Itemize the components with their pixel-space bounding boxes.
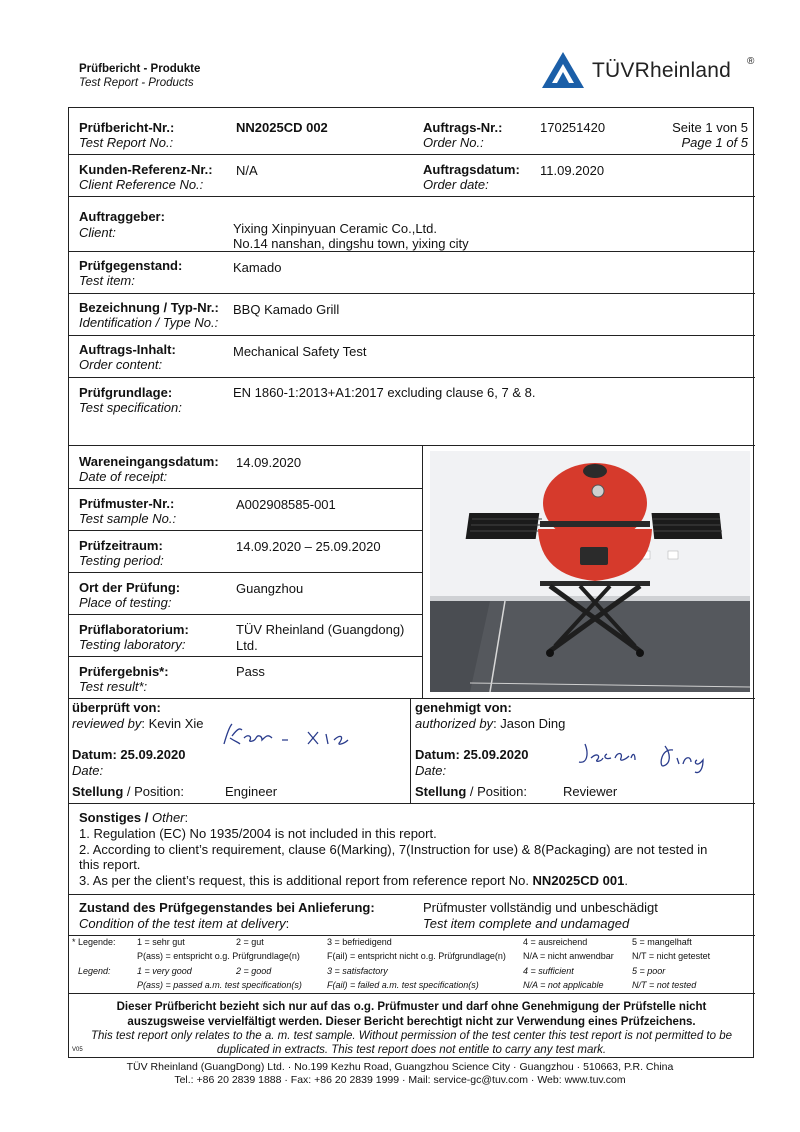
report-type-en: Test Report - Products xyxy=(79,77,194,89)
divider xyxy=(68,894,755,895)
disclaimer-en-2: duplicated in extracts. This test report does not entitle to carry any test mark. xyxy=(216,1044,607,1056)
legend-de-4: 4 = ausreichend xyxy=(523,937,588,947)
place-value: Guangzhou xyxy=(236,581,304,596)
date-label-en: Date: xyxy=(72,763,104,778)
authorizer-name: : Jason Ding xyxy=(493,716,566,731)
client-ref-label-en: Client Reference No.: xyxy=(79,177,204,192)
receipt-value: 14.09.2020 xyxy=(236,455,302,470)
kamado-grill-photo-icon xyxy=(430,451,750,692)
client-ref-label-de: Kunden-Referenz-Nr.: xyxy=(79,162,213,177)
other-line-3-text: 3. As per the client’s request, this is additional report from reference report No. xyxy=(79,873,533,888)
lab-value-1: TÜV Rheinland (Guangdong) xyxy=(236,622,405,637)
reviewed-by-label-de: überprüft von: xyxy=(72,700,161,715)
client-name: Yixing Xinpinyuan Ceramic Co.,Ltd. xyxy=(233,221,438,236)
legend-en-4: 4 = sufficient xyxy=(523,966,574,976)
divider xyxy=(68,335,755,336)
content-value: Mechanical Safety Test xyxy=(233,344,367,359)
legend-en-2: 2 = good xyxy=(236,966,272,976)
position-label-de-right: Stellung xyxy=(415,784,467,799)
result-value: Pass xyxy=(236,664,265,679)
legend-de2-2: F(ail) = entspricht nicht o.g. Prüfgrundlage(n) xyxy=(327,951,506,961)
form-version: V05 xyxy=(72,1047,83,1053)
divider xyxy=(68,530,422,531)
sample-label-en: Test sample No.: xyxy=(79,511,177,526)
lab-label-en: Testing laboratory: xyxy=(79,637,186,652)
footer-contact: Tel.: +86 20 2839 1888 · Fax: +86 20 2839 1999 · Mail: service-gc@tuv.com · Web: www.tuv.com xyxy=(174,1074,626,1086)
order-date-label-en: Order date: xyxy=(423,177,489,192)
result-label-en: Test result*: xyxy=(79,679,148,694)
position-line-right xyxy=(415,784,527,799)
divider xyxy=(68,377,755,378)
condition-label-en-line: Condition of the test item at delivery: xyxy=(79,916,290,931)
legend-label-en: Legend: xyxy=(78,966,111,976)
spec-label-de: Prüfgrundlage: xyxy=(79,385,173,400)
receipt-label-de: Wareneingangsdatum: xyxy=(79,454,219,469)
divider xyxy=(68,656,422,657)
divider xyxy=(410,698,411,803)
divider xyxy=(68,154,755,155)
spec-value: EN 1860-1:2013+A1:2017 excluding clause 6, 7 & 8. xyxy=(233,385,536,400)
divider xyxy=(68,698,755,699)
period-label-de: Prüfzeitraum: xyxy=(79,538,163,553)
tuv-logo xyxy=(540,50,760,92)
order-date-label-de: Auftragsdatum: xyxy=(423,162,520,177)
ident-label-de: Bezeichnung / Typ-Nr.: xyxy=(79,300,219,315)
divider xyxy=(68,445,755,446)
authorized-by-line xyxy=(415,716,565,731)
date-label-de: Datum: 25.09.2020 xyxy=(72,747,186,762)
legend-en2-3: N/A = not applicable xyxy=(523,980,604,990)
lab-value-2: Ltd. xyxy=(236,638,258,653)
page-number-de: Seite 1 von 5 xyxy=(672,120,748,135)
place-label-en: Place of testing: xyxy=(79,595,172,610)
authorized-by-label-en: authorized by xyxy=(415,716,494,731)
test-item-value: Kamado xyxy=(233,260,282,275)
divider xyxy=(68,803,755,804)
other-line-2: 2. According to client’s requirement, clause 6(Marking), 7(Instruction for use) & 8(Packaging) are not tested in xyxy=(79,842,708,857)
order-no-label-en: Order No.: xyxy=(423,135,484,150)
reviewer-name: : Kevin Xie xyxy=(141,716,204,731)
disclaimer-de-1: Dieser Prüfbericht bezieht sich nur auf das o.g. Prüfmuster und darf ohne Genehmigung der Prüfstelle nicht xyxy=(116,1001,707,1013)
spec-label-en: Test specification: xyxy=(79,400,182,415)
report-no-label-en: Test Report No.: xyxy=(79,135,174,150)
other-line-3-end: . xyxy=(624,873,628,888)
legend-de-2: 2 = gut xyxy=(236,937,264,947)
reviewer-signature-icon xyxy=(222,722,352,752)
legend-en-1: 1 = very good xyxy=(137,966,192,976)
client-label-en: Client: xyxy=(79,225,116,240)
other-title-de: Sonstiges / xyxy=(79,810,149,825)
disclaimer-de-2: auszugsweise vervielfältigt werden. Dieser Bericht berechtigt nicht zur Verwendung eines Prüfzeichens. xyxy=(127,1016,696,1028)
position-value-right: Reviewer xyxy=(563,784,618,799)
other-line-1: 1. Regulation (EC) No 1935/2004 is not included in this report. xyxy=(79,826,437,841)
order-no-label-de: Auftrags-Nr.: xyxy=(423,120,503,135)
divider xyxy=(68,993,755,994)
content-label-de: Auftrags-Inhalt: xyxy=(79,342,176,357)
legend-de-3: 3 = befriedigend xyxy=(327,937,392,947)
legend-en-3: 3 = satisfactory xyxy=(327,966,388,976)
date-label-en-right: Date: xyxy=(415,763,447,778)
report-no-label-de: Prüfbericht-Nr.: xyxy=(79,120,175,135)
test-item-label-en: Test item: xyxy=(79,273,135,288)
order-no-value: 170251420 xyxy=(540,120,606,135)
position-line-left xyxy=(72,784,184,799)
sample-label-de: Prüfmuster-Nr.: xyxy=(79,496,175,511)
client-address: No.14 nanshan, dingshu town, yixing city xyxy=(233,236,469,251)
legend-de-1: 1 = sehr gut xyxy=(137,937,185,947)
disclaimer-en-1: This test report only relates to the a. m. test sample. Without permission of the test center this test report is not permitted to be xyxy=(91,1030,732,1042)
divider xyxy=(68,614,422,615)
test-item-label-de: Prüfgegenstand: xyxy=(79,258,183,273)
footer-address: TÜV Rheinland (GuangDong) Ltd. · No.199 Kezhu Road, Guangzhou Science City · Guangzhou · 510663, P.R. China xyxy=(126,1061,674,1073)
other-line-2b: this report. xyxy=(79,857,141,872)
reviewed-by-label-en: reviewed by xyxy=(72,716,142,731)
period-label-en: Testing period: xyxy=(79,553,164,568)
divider xyxy=(68,488,422,489)
report-type-de: Prüfbericht - Produkte xyxy=(79,63,201,75)
divider xyxy=(68,251,755,252)
divider xyxy=(68,196,755,197)
page-number-en: Page 1 of 5 xyxy=(681,135,748,150)
divider xyxy=(68,572,422,573)
condition-value-en: Test item complete and undamaged xyxy=(423,916,630,931)
legend-de2-3: N/A = nicht anwendbar xyxy=(523,951,614,961)
position-label-en-right: / Position: xyxy=(466,784,527,799)
content-label-en: Order content: xyxy=(79,357,163,372)
other-title-en: Other xyxy=(151,810,185,825)
result-label-de: Prüfergebnis*: xyxy=(79,664,169,679)
legend-en2-4: N/T = not tested xyxy=(632,980,697,990)
condition-label-en: Condition of the test item at delivery xyxy=(79,916,286,931)
legend-en2-2: F(ail) = failed a.m. test specification(s) xyxy=(327,980,479,990)
divider xyxy=(422,445,423,698)
lab-label-de: Prüflaboratorium: xyxy=(79,622,189,637)
period-value: 14.09.2020 – 25.09.2020 xyxy=(236,539,381,554)
authorizer-signature-icon xyxy=(575,740,715,774)
tuv-triangle-icon xyxy=(540,50,586,90)
legend-de2-4: N/T = nicht getestet xyxy=(632,951,711,961)
condition-label-de: Zustand des Prüfgegenstandes bei Anlieferung: xyxy=(79,900,375,915)
legend-en-5: 5 = poor xyxy=(632,966,666,976)
date-label-de-right: Datum: 25.09.2020 xyxy=(415,747,529,762)
sample-value: A002908585-001 xyxy=(236,497,336,512)
authorized-by-label-de: genehmigt von: xyxy=(415,700,512,715)
authorizer-signature xyxy=(575,740,715,774)
reviewer-signature xyxy=(222,722,352,752)
ident-label-en: Identification / Type No.: xyxy=(79,315,219,330)
reference-report-no: NN2025CD 001 xyxy=(532,873,625,888)
position-label-de: Stellung xyxy=(72,784,124,799)
reviewed-by-line xyxy=(72,716,204,731)
legend-label-de: * Legende: xyxy=(72,937,116,947)
divider xyxy=(68,935,755,936)
tuv-logo-text: TÜVRheinland xyxy=(592,59,731,82)
report-no-value: NN2025CD 002 xyxy=(236,120,328,135)
legend-en2-1: P(ass) = passed a.m. test specification(s) xyxy=(137,980,302,990)
position-label-en: / Position: xyxy=(123,784,184,799)
other-title: Sonstiges / Other: xyxy=(79,810,189,825)
client-ref-value: N/A xyxy=(236,163,258,178)
position-value-left: Engineer xyxy=(225,784,278,799)
client-label-de: Auftraggeber: xyxy=(79,209,165,224)
order-date-value: 11.09.2020 xyxy=(540,163,605,178)
legend-de-5: 5 = mangelhaft xyxy=(632,937,692,947)
place-label-de: Ort der Prüfung: xyxy=(79,580,181,595)
other-line-3 xyxy=(79,873,628,888)
ident-value: BBQ Kamado Grill xyxy=(233,302,340,317)
condition-value-de: Prüfmuster vollständig und unbeschädigt xyxy=(423,900,658,915)
legend-de2-1: P(ass) = entspricht o.g. Prüfgrundlage(n) xyxy=(137,951,300,961)
receipt-label-en: Date of receipt: xyxy=(79,469,168,484)
tuv-logo-reg: ® xyxy=(747,56,755,67)
divider xyxy=(68,293,755,294)
kamado-grill-photo xyxy=(430,451,750,692)
